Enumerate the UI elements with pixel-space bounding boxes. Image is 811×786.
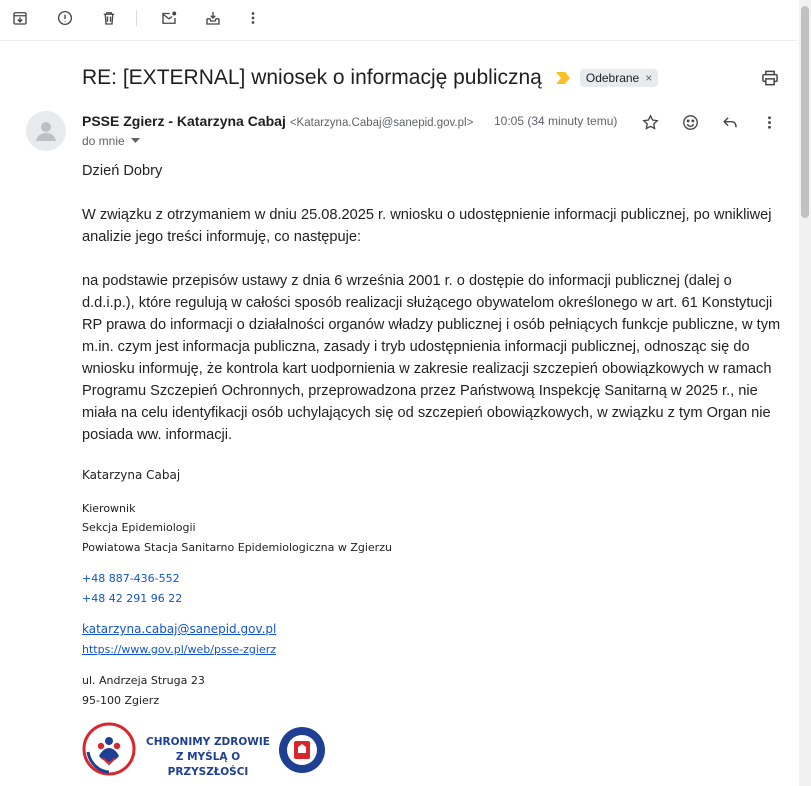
inspection-seal-icon [278,726,326,774]
signature-section: Sekcja Epidemiologii [82,521,196,534]
sender-avatar[interactable] [26,111,66,151]
sender-name[interactable]: PSSE Zgierz - Katarzyna Cabaj [82,113,286,129]
signature-phone[interactable]: +48 887-436-552 [82,572,180,585]
remove-label-icon[interactable]: × [645,71,653,85]
signature-institution: Powiatowa Stacja Sanitarno Epidemiologiczna w Zgierzu [82,541,392,554]
campaign-logo-text [146,735,270,780]
report-spam-icon[interactable] [54,7,76,29]
greeting: Dzień Dobry [82,163,163,179]
campaign-logo-icon [82,722,136,776]
campaign-line: Z MYŚLĄ O PRZYSZŁOŚCI [167,751,249,778]
signature-title: Kierownik [82,502,136,515]
move-to-icon[interactable] [202,7,224,29]
signature-website-link[interactable]: https://www.gov.pl/web/psse-zgierz [82,643,277,656]
scrollbar[interactable] [799,0,811,786]
label-chip-inbox [580,69,658,87]
chevron-down-icon [131,138,140,144]
signature-email-link[interactable]: katarzyna.cabaj@sanepid.gov.pl [82,622,277,636]
emoji-reaction-icon[interactable] [679,111,701,133]
more-vert-icon[interactable] [242,7,264,29]
print-icon[interactable] [760,68,780,88]
star-icon[interactable] [639,111,661,133]
scrollbar-thumb[interactable] [801,6,809,218]
recipients-toggle[interactable] [82,134,140,148]
reply-icon[interactable] [719,111,741,133]
body-paragraph: W związku z otrzymaniem w dniu 25.08.2025 r. wniosku o udostępnienie informacji publicznej, po wnikliwej analizie jego treści informuję, co następuje: [82,207,772,245]
archive-icon[interactable] [9,7,31,29]
sender-email: <Katarzyna.Cabaj@sanepid.gov.pl> [289,117,474,129]
recipients-text: do mnie [82,134,125,148]
message-toolbar [0,0,798,41]
signature-city: 95-100 Zgierz [82,694,160,707]
email-subject: RE: [EXTERNAL] wniosek o informację publiczną [82,66,542,89]
sender-line [82,113,473,129]
signature-name: Katarzyna Cabaj [82,468,181,482]
message-more-icon[interactable] [758,111,780,133]
toolbar-divider [136,10,137,26]
subject-row [82,64,798,92]
message-body [82,160,782,446]
label-chip-text: Odebrane [585,71,640,85]
delete-icon[interactable] [98,7,120,29]
body-paragraph: na podstawie przepisów ustawy z dnia 6 września 2001 r. o dostępie do informacji publicznej (dalej o d.d.i.p.), które regulują w całości sposób realizacji służącego obywatelom określonego w art. 61 Konstytucji RP prawa do informacji o działalności organów władzy publicznej i osób pełniących funkcje publiczne, w tym m.in. czym jest informacja publiczna, zasady i tryb udostępnienia informacji publicznej, odnosząc się do wniosku informuję, że kontrola kart uodpornienia w zakresie realizacji szczepień obowiązkowych w ramach Programu Szczepień Ochronnych, przeprowadzona przez Państwową Inspekcję Sanitarną w 2025 r., nie miała na celu identyfikacji osób uchylających się od szczepień obowiązkowych, w związku z tym Organ nie posiada ww. informacji. [82,273,781,443]
signature-street: ul. Andrzeja Struga 23 [82,674,205,687]
signature-phone[interactable]: +48 42 291 96 22 [82,592,183,605]
mark-unread-icon[interactable] [158,7,180,29]
importance-marker-icon[interactable] [556,72,570,84]
campaign-line: CHRONIMY ZDROWIE [146,736,270,748]
message-time: 10:05 (34 minuty temu) [494,114,618,128]
